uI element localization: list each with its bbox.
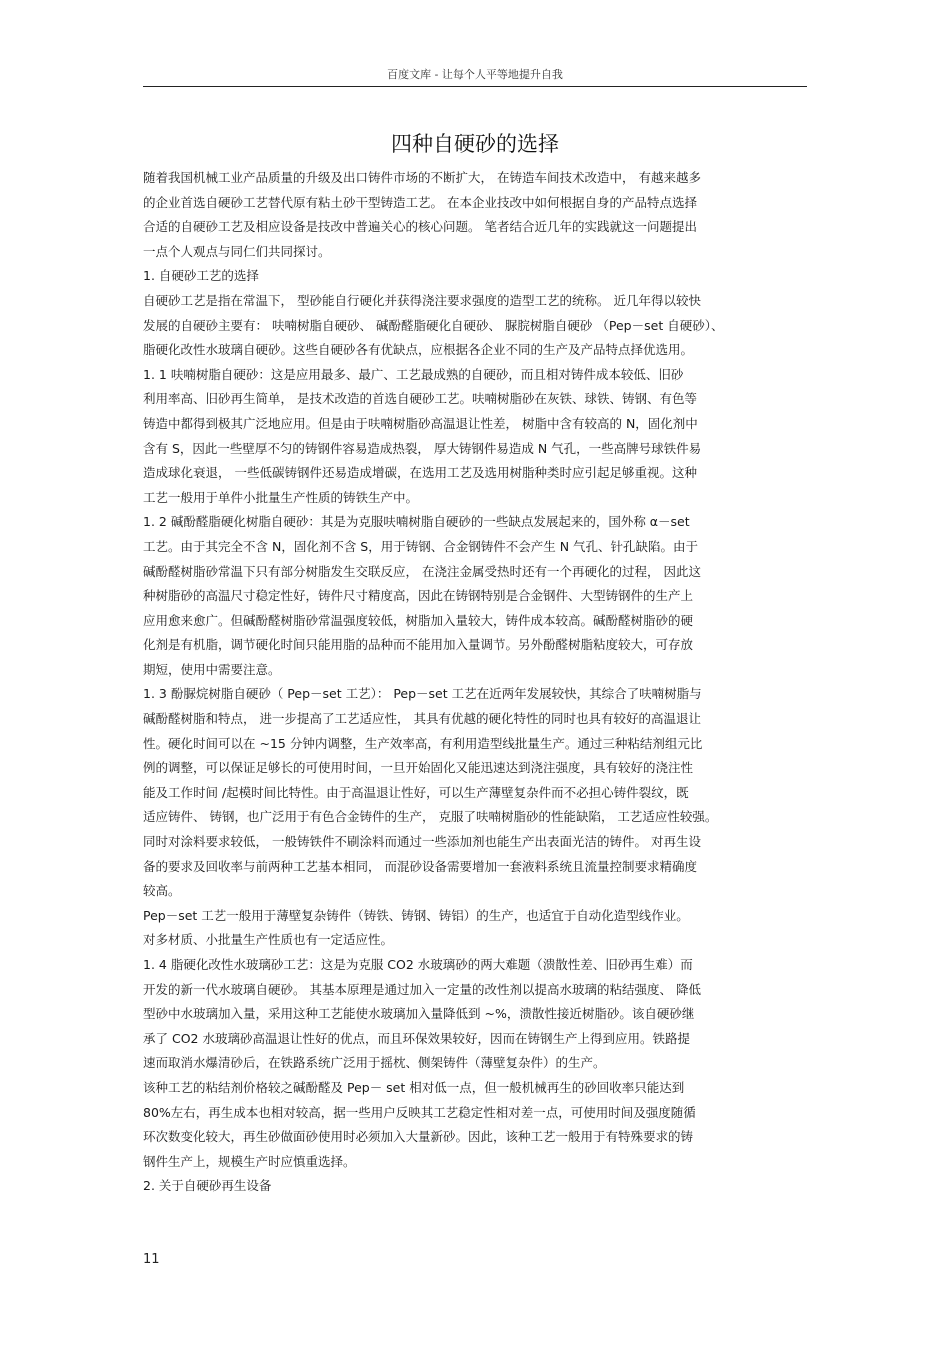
- text-line: 同时对涂料要求较低， 一般铸铁件不刷涂料而通过一些添加剂也能生产出表面光洁的铸件。 对再生设: [143, 834, 701, 850]
- page-header: 百度文库 - 让每个人平等地提升自我: [387, 68, 563, 81]
- text-line: 自硬砂工艺是指在常温下， 型砂能自行硬化并获得浇注要求强度的造型工艺的统称。 近几年得以较快: [143, 292, 701, 308]
- text-line: Pep－set 工艺一般用于薄壁复杂铸件（铸铁、铸钢、铸铝）的生产，也适宜于自动化造型线作业。: [143, 907, 689, 923]
- text-line: 1. 自硬砂工艺的选择: [143, 268, 259, 284]
- document-title: 四种自硬砂的选择: [391, 132, 559, 156]
- text-line: 造成球化衰退， 一些低碳铸钢件还易造成增碳，在选用工艺及选用树脂种类时应引起足够重视。这种: [143, 465, 697, 481]
- text-line: 随着我国机械工业产品质量的升级及出口铸件市场的不断扩大， 在铸造车间技术改造中， 有越来越多: [143, 170, 701, 185]
- text-line: 承了 CO2 水玻璃砂高温退让性好的优点，而且环保效果较好，因而在铸钢生产上得到应用。铁路提: [143, 1030, 690, 1046]
- text-line: 能及工作时间 /起模时间比特性。由于高温退让性好，可以生产薄壁复杂件而不必担心铸件裂纹，既: [143, 784, 689, 800]
- text-line: 性。硬化时间可以在 ~15 分钟内调整，生产效率高，有利用造型线批量生产。通过三种粘结剂组元比: [143, 735, 703, 751]
- text-line: 较高。: [143, 883, 181, 899]
- text-line: 合适的自硬砂工艺及相应设备是技改中普遍关心的核心问题。 笔者结合近几年的实践就这一问题提出: [143, 219, 697, 235]
- document-body: [143, 166, 807, 1199]
- text-line: 80%左右，再生成本也相对较高，据一些用户反映其工艺稳定性相对差一点，可使用时间及强度随循: [143, 1104, 696, 1120]
- text-line: 铸造中都得到极其广泛地应用。但是由于呋喃树脂砂高温退让性差， 树脂中含有较高的 N，固化剂中: [143, 415, 698, 431]
- text-line: 钢件生产上，规模生产时应慎重选择。: [143, 1153, 356, 1169]
- text-line: 的企业首选自硬砂工艺替代原有粘土砂干型铸造工艺。 在本企业技改中如何根据自身的产品特点选择: [143, 194, 697, 210]
- text-line: 1. 2 碱酚醛脂硬化树脂自硬砂：其是为克服呋喃树脂自硬砂的一些缺点发展起来的，国外称 α－set: [143, 514, 690, 530]
- text-line: 一点个人观点与同仁们共同探讨。: [143, 243, 331, 259]
- text-line: 发展的自硬砂主要有： 呋喃树脂自硬砂、 碱酚醛脂硬化自硬砂、 脲脘树脂自硬砂 （Pep－set 自硬砂）、: [143, 317, 724, 333]
- text-line: 碱酚醛树脂和特点， 进一步提高了工艺适应性， 其具有优越的硬化特性的同时也具有较好的高温退让: [143, 711, 701, 727]
- text-line: 种树脂砂的高温尺寸稳定性好，铸件尺寸精度高，因此在铸钢特别是合金钢件、大型铸钢件的生产上: [143, 588, 694, 604]
- text-line: 脂硬化改性水玻璃自硬砂。这些自硬砂各有优缺点，应根据各企业不同的生产及产品特点择优选用。: [143, 342, 694, 358]
- text-line: 2. 关于自硬砂再生设备: [143, 1178, 272, 1194]
- text-line: 例的调整，可以保证足够长的可使用时间，一旦开始固化又能迅速达到浇注强度，具有较好的浇注性: [143, 760, 694, 776]
- page-number: 11: [143, 1252, 160, 1267]
- text-line: 含有 S，因此一些壁厚不匀的铸钢件容易造成热裂， 厚大铸钢件易造成 N 气孔，一些高牌号球铁件易: [143, 440, 702, 456]
- text-line: 对多材质、小批量生产性质也有一定适应性。: [143, 932, 394, 948]
- text-line: 适应铸件、 铸钢，也广泛用于有色合金铸件的生产， 克服了呋喃树脂砂的性能缺陷， 工艺适应性较强。: [143, 809, 718, 825]
- header-divider: [143, 86, 807, 87]
- text-line: 开发的新一代水玻璃自硬砂。 其基本原理是通过加入一定量的改性剂以提高水玻璃的粘结强度、 降低: [143, 981, 701, 997]
- text-line: 碱酚醛树脂砂常温下只有部分树脂发生交联反应， 在浇注金属受热时还有一个再硬化的过程， 因此这: [143, 563, 701, 579]
- text-line: 速而取消水爆清砂后，在铁路系统广泛用于摇枕、侧架铸件（薄壁复杂件）的生产。: [143, 1055, 606, 1071]
- text-line: 工艺。由于其完全不含 N，固化剂不含 S，用于铸钢、合金钢铸件不会产生 N 气孔、针孔缺陷。由于: [143, 538, 699, 554]
- text-line: 备的要求及回收率与前两种工艺基本相同， 而混砂设备需要增加一套液料系统且流量控制要求精确度: [143, 858, 697, 874]
- text-line: 型砂中水玻璃加入量，采用这种工艺能使水玻璃加入量降低到 ~%，溃散性接近树脂砂。该自硬砂继: [143, 1006, 695, 1022]
- text-line: 利用率高、旧砂再生简单， 是技术改造的首选自硬砂工艺。呋喃树脂砂在灰铁、球铁、铸钢、有色等: [143, 391, 697, 407]
- text-line: 工艺一般用于单件小批量生产性质的铸铁生产中。: [143, 489, 419, 505]
- text-line: 1. 1 呋喃树脂自硬砂：这是应用最多、最广、工艺最成熟的自硬砂，而且相对铸件成本较低、旧砂: [143, 366, 684, 382]
- text-line: 该种工艺的粘结剂价格较之碱酚醛及 Pep－ set 相对低一点，但一般机械再生的砂回收率只能达到: [143, 1079, 685, 1095]
- text-line: 应用愈来愈广。但碱酚醛树脂砂常温强度较低，树脂加入量较大，铸件成本较高。碱酚醛树脂砂的硬: [143, 612, 694, 628]
- text-line: 1. 3 酚脲烷树脂自硬砂（ Pep－set 工艺）： Pep－set 工艺在近两年发展较快，其综合了呋喃树脂与: [143, 686, 702, 702]
- text-line: 环次数变化较大，再生砂做面砂使用时必须加入大量新砂。因此，该种工艺一般用于有特殊要求的铸: [143, 1129, 694, 1145]
- text-line: 1. 4 脂硬化改性水玻璃砂工艺：这是为克服 CO2 水玻璃砂的两大难题（溃散性差、旧砂再生难）而: [143, 957, 693, 972]
- text-line: 期短，使用中需要注意。: [143, 661, 281, 677]
- text-line: 化剂是有机脂，调节硬化时间只能用脂的品种而不能用加入量调节。另外酚醛树脂粘度较大，可存放: [143, 637, 694, 653]
